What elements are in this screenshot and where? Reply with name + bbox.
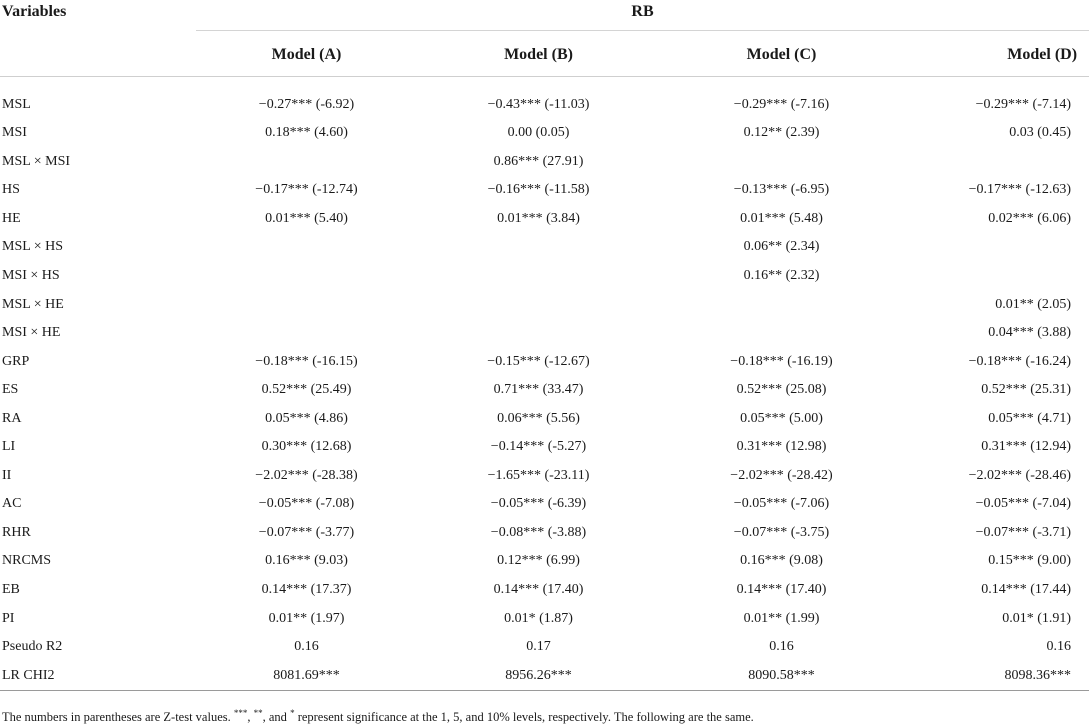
coefficient-cell: 0.05*** (4.86) [265,410,348,426]
coefficient-cell: 0.01** (1.97) [268,610,345,626]
coefficient-cell: −1.65*** (-23.11) [487,467,590,483]
coefficient-cell: 0.14*** (17.44) [981,582,1072,598]
coefficient-cell: −0.07*** (-3.77) [258,524,355,540]
coefficient-cell: 0.52*** (25.49) [261,382,352,398]
variable-name-cell: RHR [2,524,31,540]
variable-name-cell: MSI × HS [2,268,60,283]
variable-name-cell: EB [2,582,20,598]
table-row [0,633,1089,662]
footnote-sup-3: * [290,708,295,718]
coefficient-cell [417,319,660,348]
coefficient-cell: −2.02*** (-28.38) [255,467,358,483]
variable-name-cell: GRP [2,353,30,369]
coefficient-cell: 0.01** (1.99) [743,610,820,626]
variable-name-cell: AC [2,496,22,512]
variable-name-cell: MSL × HE [2,296,64,312]
variable-name-cell: MSL × MSI [2,153,71,169]
variable-name-cell: MSI × HE [2,325,61,341]
coefficient-cell: −2.02*** (-28.42) [730,467,833,483]
coefficient-cell: 0.16 [1046,639,1072,655]
coefficient-cell: −0.29*** (-7.16) [733,97,830,112]
coefficient-cell: 0.86*** (27.91) [493,153,584,169]
coefficient-cell: 0.01* (1.91) [1002,610,1072,626]
coefficient-cell [903,262,1089,291]
coefficient-cell: 8098.36*** [903,661,1089,690]
coefficient-cell: −0.05*** (-7.08) [258,496,355,512]
coefficient-cell [417,290,660,319]
variable-name-cell: MSL [2,97,31,112]
table-row [0,347,1089,376]
footnote-text-4: represent significance at the 1, 5, and 10% levels, respectively. The following are the same. [294,710,754,725]
coefficient-cell: −0.18*** (-16.24) [968,353,1072,369]
table-row [0,490,1089,519]
table-row [0,233,1089,262]
footnote-sup-2: ** [253,708,263,718]
coefficient-cell: −0.05*** (-6.39) [490,496,587,512]
coefficient-cell: 0.14*** (17.40) [736,582,827,598]
table-row [0,547,1089,576]
header-row-group [0,0,1089,34]
coefficient-cell: 0.30*** (12.68) [261,439,352,455]
coefficient-cell: 0.31*** (12.94) [981,439,1072,455]
model-b-header: Model (B) [417,34,660,77]
coefficient-cell: 0.01*** (5.48) [740,210,823,226]
coefficient-cell: 0.52*** (25.31) [981,382,1072,398]
coefficient-cell: 8956.26*** [417,661,660,690]
coefficient-cell: 0.01* (1.87) [504,610,573,626]
table-row [0,176,1089,205]
coefficient-cell: −0.29*** (-7.14) [975,97,1072,112]
coefficient-cell [660,290,903,319]
coefficient-cell: 0.52*** (25.08) [736,382,827,398]
coefficient-cell [417,262,660,291]
table-row [0,319,1089,348]
coefficient-cell: −0.18*** (-16.19) [730,353,833,369]
coefficient-cell: 0.16 [769,639,794,655]
table-row [0,148,1089,177]
variable-name-cell: PI [2,610,15,626]
table-row [0,290,1089,319]
table-row [0,462,1089,491]
coefficient-cell: 0.18*** (4.60) [265,125,348,141]
coefficient-cell: −0.15*** (-12.67) [487,353,590,369]
model-c-header: Model (C) [660,34,903,77]
footnote-text-1: The numbers in parentheses are Z-test values. [2,710,234,725]
coefficient-cell: −0.27*** (-6.92) [258,97,355,112]
coefficient-cell [196,290,417,319]
variable-name-cell: LR CHI2 [0,661,196,690]
coefficient-cell [196,262,417,291]
coefficient-cell: −2.02*** (-28.46) [968,467,1072,483]
variable-name-cell: MSI [2,125,27,141]
table-row [0,519,1089,548]
coefficient-cell: −0.13*** (-6.95) [733,182,830,198]
coefficient-cell: −0.07*** (-3.75) [733,524,830,540]
coefficient-cell: 0.14*** (17.37) [261,582,352,598]
coefficient-cell [903,148,1089,177]
header-row-models [0,34,1089,77]
coefficient-cell: 0.05*** (4.71) [988,410,1072,426]
coefficient-cell: −0.18*** (-16.15) [255,353,358,369]
coefficient-cell: 0.05*** (5.00) [740,410,823,426]
coefficient-cell: 0.12*** (6.99) [497,553,580,569]
footnote-text-2: , [247,710,254,725]
footnote-sup-1: *** [233,708,248,718]
coefficient-cell [660,319,903,348]
coefficient-cell: −0.05*** (-7.04) [975,496,1072,512]
coefficient-cell: 0.03 (0.45) [1009,125,1072,141]
table-footnote [2,708,754,725]
coefficient-cell [417,233,660,262]
coefficient-cell: 0.01*** (5.40) [265,210,348,226]
table-row [0,205,1089,234]
coefficient-cell: −0.43*** (-11.03) [487,97,590,112]
coefficient-cell: 0.16** (2.32) [743,268,820,283]
variable-name-cell: RA [2,410,22,426]
coefficient-cell: −0.14*** (-5.27) [490,439,587,455]
coefficient-cell [660,148,903,177]
coefficient-cell: 0.06** (2.34) [743,239,820,255]
coefficient-cell [196,233,417,262]
table-row [0,77,1089,120]
coefficient-cell: 0.16 [294,639,319,655]
table-row [0,119,1089,148]
coefficient-cell: 0.16*** (9.08) [740,553,823,569]
group-header-rb: RB [631,3,654,20]
variable-name-cell: HE [2,210,21,226]
variable-name-cell: II [2,467,12,483]
variable-name-cell: ES [2,382,19,398]
table-row [0,262,1089,291]
coefficient-cell: 0.00 (0.05) [507,125,570,141]
coefficient-cell: −0.08*** (-3.88) [490,524,587,540]
variables-header: Variables [2,3,67,20]
coefficient-cell: 0.14*** (17.40) [493,582,584,598]
variable-name-cell: LI [2,439,16,455]
coefficient-cell: 0.01** (2.05) [995,296,1072,312]
coefficient-cell: 0.71*** (33.47) [493,382,584,398]
coefficient-cell: 0.04*** (3.88) [988,325,1072,341]
table-body [0,77,1089,691]
coefficient-cell [196,319,417,348]
coefficient-cell: 0.06*** (5.56) [497,410,580,426]
coefficient-cell: −0.16*** (-11.58) [487,182,590,198]
coefficient-cell: 0.31*** (12.98) [736,439,827,455]
table-row [0,376,1089,405]
coefficient-cell: −0.17*** (-12.74) [255,182,358,198]
header-blank [0,34,196,77]
table-row [0,433,1089,462]
coefficient-cell: −0.05*** (-7.06) [733,496,830,512]
table-row [0,604,1089,633]
coefficient-cell: −0.07*** (-3.71) [975,524,1072,540]
coefficient-cell [196,148,417,177]
coefficient-cell: −0.17*** (-12.63) [968,182,1072,198]
coefficient-cell: 0.17 [526,639,551,655]
table-row [0,661,1089,690]
footnote-text-3: , and [262,710,291,725]
coefficient-cell: 8081.69*** [196,661,417,690]
coefficient-cell: 0.15*** (9.00) [988,553,1072,569]
model-d-header: Model (D) [903,34,1089,77]
coefficient-cell: 0.02*** (6.06) [988,210,1072,226]
coefficient-cell: 0.16*** (9.03) [265,553,348,569]
model-a-header: Model (A) [196,34,417,77]
coefficient-cell: 8090.58*** [660,661,903,690]
coefficient-cell: 0.01*** (3.84) [497,210,580,226]
coefficient-cell [903,233,1089,262]
coefficient-cell: 0.12** (2.39) [743,125,820,141]
variable-name-cell: HS [2,182,20,198]
table-row [0,576,1089,605]
table-row [0,404,1089,433]
variable-name-cell: Pseudo R2 [2,639,63,655]
variable-name-cell: MSL × HS [2,239,64,255]
variable-name-cell: NRCMS [2,553,52,569]
